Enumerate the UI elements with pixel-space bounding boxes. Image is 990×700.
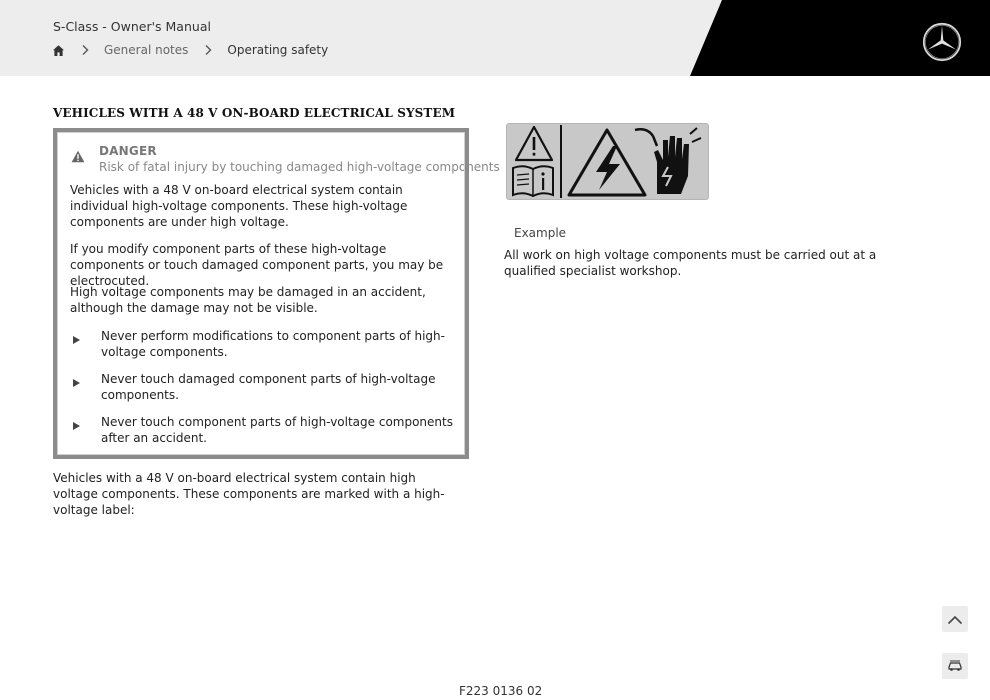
high-voltage-label-image [506,123,709,200]
section-title: VEHICLES WITH A 48 V ON-BOARD ELECTRICAL SYSTEM [53,106,456,120]
read-manual-icon [513,166,553,196]
chevron-right-icon [203,44,213,56]
bullet-arrow-icon [73,332,80,340]
chevron-right-icon [80,44,90,56]
danger-subtitle: Risk of fatal injury by touching damaged high-voltage components [99,160,500,174]
mercedes-star-logo[interactable] [922,22,962,62]
home-icon[interactable] [52,44,65,57]
high-voltage-icon [569,130,645,195]
list-item [73,414,453,446]
car-icon [947,657,963,676]
image-caption: Example [514,226,567,240]
danger-paragraph: If you modify component parts of these high-voltage components or touch damaged component parts, you may be electrocuted. [70,242,444,288]
body-text: All work on high voltage components must be carried out at a qualified specialist workshop. [504,248,877,278]
hand-shock-icon [635,128,701,194]
scroll-to-top-button[interactable] [942,606,968,632]
bullet-arrow-icon [73,418,80,426]
list-item [73,371,453,403]
warning-triangle-icon [516,127,552,160]
app-title: S-Class - Owner's Manual [53,19,211,34]
bullet-text: Never perform modifications to component parts of high-voltage components. [101,329,445,359]
chevron-up-icon [947,610,963,629]
bullet-text: Never touch damaged component parts of high-voltage components. [101,372,436,402]
breadcrumb-general-notes[interactable]: General notes [104,43,189,57]
body-text: Vehicles with a 48 V on-board electrical system contain high voltage components. These components are marked with a high-voltage label: [53,471,445,517]
warning-triangle-icon [71,148,85,161]
danger-box [53,128,500,459]
breadcrumb [52,42,328,58]
header [0,0,990,76]
danger-paragraph: High voltage components may be damaged in an accident, although the damage may not be visible. [70,285,426,315]
danger-paragraph: Vehicles with a 48 V on-board electrical system contain individual high-voltage components. These high-voltage components are under high voltage. [70,183,408,229]
danger-label: DANGER [99,144,157,158]
image-reference-code: F223 0136 02 [459,684,543,698]
list-item [73,328,453,360]
bullet-text: Never touch component parts of high-voltage components after an accident. [101,415,453,445]
vehicle-view-button[interactable] [942,653,968,679]
breadcrumb-operating-safety[interactable]: Operating safety [227,43,329,57]
bullet-arrow-icon [73,375,80,383]
